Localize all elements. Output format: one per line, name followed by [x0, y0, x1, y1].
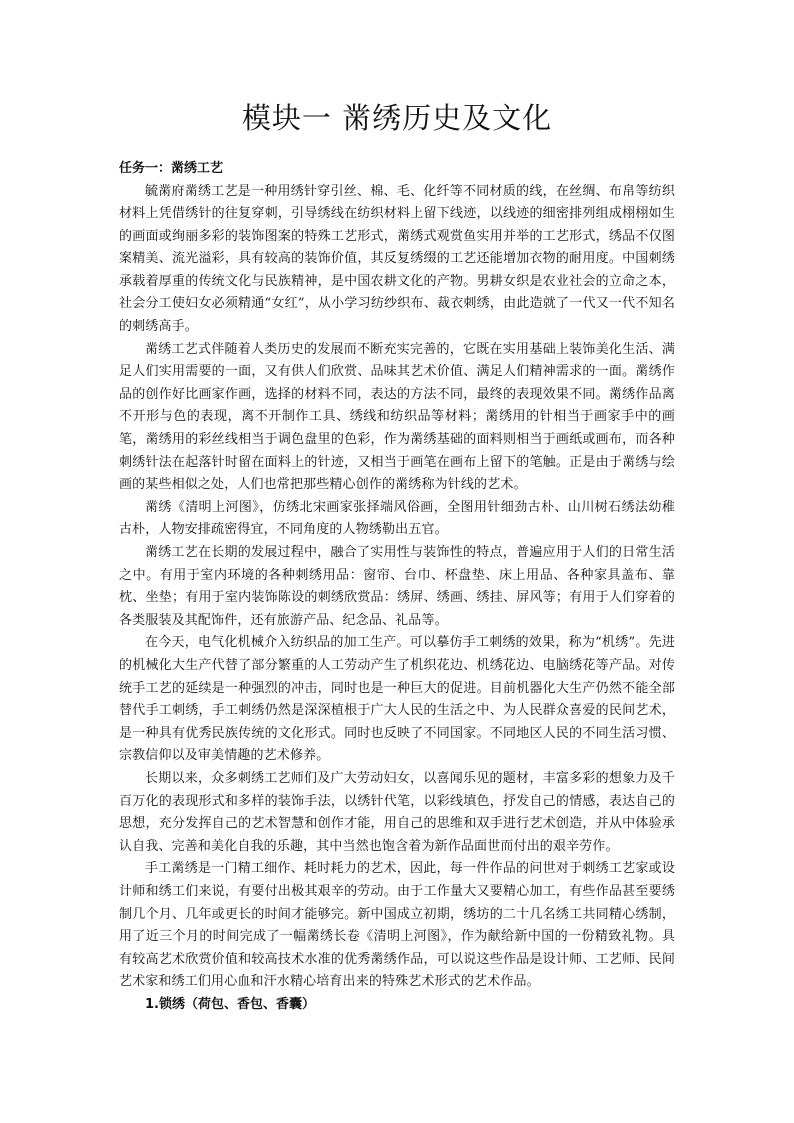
paragraph: 手工黹绣是一门精工细作、耗时耗力的艺术，因此，每一件作品的问世对于刺绣工艺家或设计师和绣工们来说，有要付出极其艰辛的劳动。由于工作量大又要精心加工，有些作品甚至要绣制几个月、几年或更长的时间才能够完。新中国成立初期，绣坊的二十几名绣工共同精心绣制，用了近三个月的时间完成了一幅黹绣长卷《清明上河图》，作为献给新中国的一份精致礼物。具有较高艺术欣赏价值和较高技术水准的优秀黹绣作品，可以说这些作品是设计师、工艺师、民间艺术家和绣工们用心血和汗水精心培育出来的特殊艺术形式的艺术作品。 — [119, 861, 675, 990]
paragraph: 黹绣工艺在长期的发展过程中，融合了实用性与装饰性的特点，普遍应用于人们的日常生活之中。有用于室内环境的各种刺绣用品：窗帘、台巾、杯盘垫、床上用品、各种家具盖布、靠枕、坐垫；有用于室内装饰陈设的刺绣欣赏品：绣屏、绣画、绣挂、屏风等；有用于人们穿着的各类服装及其配饰件，还有旅游产品、纪念品、礼品等。 — [119, 545, 675, 628]
paragraph: 长期以来，众多刺绣工艺师们及广大劳动妇女，以喜闻乐见的题材，丰富多彩的想象力及千百万化的表现形式和多样的装饰手法，以绣针代笔，以彩线填色，抒发自己的情感，表达自己的思想，充分发挥自己的艺术智慧和创作才能，用自己的思维和双手进行艺术创造，并从中体验承认自我、完善和美化自我的乐趣，其中当然也饱含着为新作品面世而付出的艰辛劳作。 — [119, 770, 675, 854]
document-title: 模块一 黹绣历史及文化 — [241, 101, 553, 135]
paragraph: 毓黹府黹绣工艺是一种用绣针穿引丝、棉、毛、化纤等不同材质的线，在丝绸、布帛等纺织材料上凭借绣针的往复穿刺，引导绣线在纺织材料上留下线迹，以线迹的细密排列组成栩栩如生的画面或绚丽多彩的装饰图案的特殊工艺形式，黹绣式观赏鱼实用并举的工艺形式，绣品不仅图案精美、流光溢彩，具有较高的装饰价值，其反复绣缀的工艺还能增加衣物的耐用度。中国刺绣承载着厚重的传统文化与民族精神，是中国农耕文化的产物。男耕女织是农业社会的立命之本，社会分工使妇女必须精通“女红”，从小学习纺纱织布、裁衣刺绣，由此造就了一代又一代不知名的刺绣高手。 — [119, 183, 675, 335]
document-body — [119, 158, 675, 1016]
paragraph: 黹绣工艺式伴随着人类历史的发展而不断充实完善的，它既在实用基础上装饰美化生活、满足人们实用需要的一面，又有供人们欣赏、品味其艺术价值、满足人们精神需求的一面。黹绣作品的创作好比画家作画，选择的材料不同，表达的方法不同，最终的表现效果不同。黹绣作品离不开形与色的表现，离不开制作工具、绣线和纺织品等材料；黹绣用的针相当于画家手中的画笔，黹绣用的彩丝线相当于调色盘里的色彩，作为黹绣基础的面料则相当于画纸或画布，而各种刺绣针法在起落针时留在面料上的针迹，又相当于画笔在画布上留下的笔触。正是由于黹绣与绘画的某些相似之处，人们也常把那些精心创作的黹绣称为针线的艺术。 — [119, 341, 675, 493]
paragraph: 黹绣《清明上河图》，仿绣北宋画家张择端风俗画，全图用针细劲古朴、山川树石绣法幼稚古朴，人物安排疏密得宜，不同角度的人物绣勒出五官。 — [119, 499, 675, 538]
paragraph: 在今天，电气化机械介入纺织品的加工生产。可以摹仿手工刺绣的效果，称为“机绣”。先进的机械化大生产代替了部分繁重的人工劳动产生了机织花边、机绣花边、电脑绣花等产品。对传统手工艺的延续是一种强烈的冲击，同时也是一种巨大的促进。目前机器化大生产仍然不能全部替代手工刺绣，手工刺绣仍然是深深植根于广大人民的生活之中、为人民群众喜爱的民间艺术，是一种具有优秀民族传统的文化形式。同时也反映了不同国家。不同地区人民的不同生活习惯、宗教信仰以及审美情趣的艺术修养。 — [119, 635, 675, 764]
section-heading: 任务一：黹绣工艺 — [119, 161, 224, 176]
sub-heading: 1.锁绣（荷包、香包、香囊） — [145, 996, 315, 1012]
